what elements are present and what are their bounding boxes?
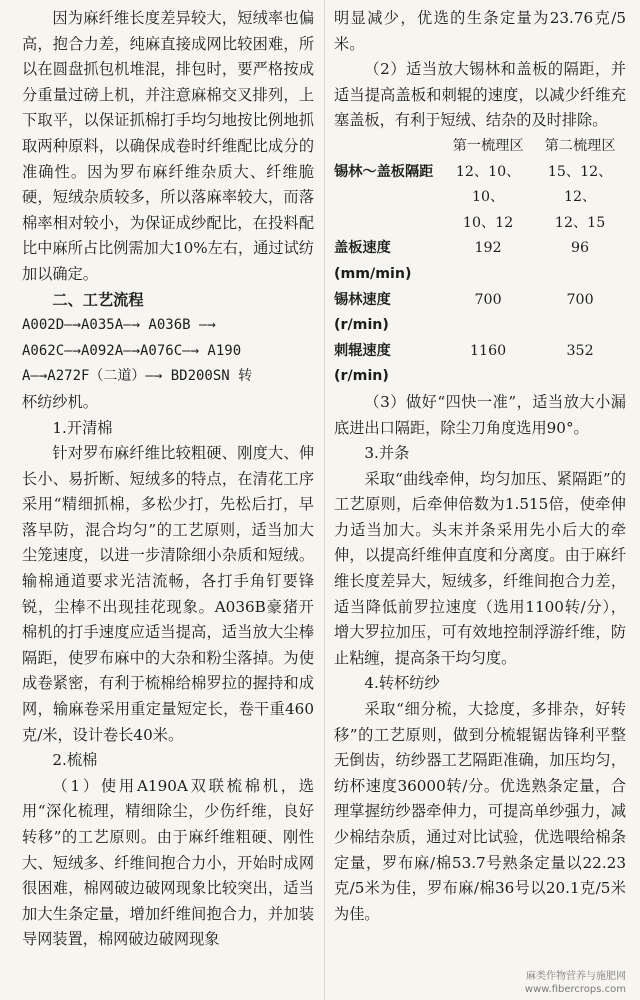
- cell-value: [442, 313, 534, 339]
- paragraph-fiber-blending: 因为麻纤维长度差异较大，短绒率也偏高，抱合力差，纯麻直接成网比较困难，所以在圆盘抓包机堆混，排包时，要严格按成分重量过磅上机，并注意麻棉交叉排列，上下取平，以保证抓棉打手均匀地按比例地抓取两种原料，以确保成卷时纤维配比成分的准确性。因为罗布麻纤维杂质大、纤维脆硬，短绒杂质较多，所以落麻率较大，而落棉率相对较小，为保证成纱配比，在投料配比中麻所占比例需加大10%左右，通过试纺加以确定。: [22, 9, 314, 283]
- row-label: (r/min): [334, 317, 389, 334]
- cell-value: 192: [474, 240, 502, 257]
- table-row: [334, 160, 626, 211]
- paragraph-drawing: 采取“曲线牵伸，均匀加压、紧隔距”的工艺原则，后牵伸倍数为1.515倍，使牵伸力适当加大。头末并条采用先小后大的牵伸，以提高纤维伸直度和分离度。由于麻纤维长度差异大，短绒多，纤维间抱合力差，适当降低前罗拉速度（选用1100转/分），增大罗拉加压，可有效地控制浮游纤维，防止粘缠，提高条干均匀度。: [334, 469, 626, 667]
- paragraph-opening-cleaning: 针对罗布麻纤维比较粗硬、刚度大、伸长小、易折断、短绒多的特点，在清花工序采用“精细抓棉，多松少打，先松后打，早落早防，混合均匀”的工艺原则，适当加大尘笼速度，以进一步清除细小杂质和短绒。输棉通道要求光洁流畅，各打手角钉要锋锐，尘棒不出现挂花现象。A036B豪猪开棉机的打手速度应适当提高，适当放大尘棒隔距，使罗布麻中的大杂和粉尘落掉。为使成卷紧密，有利于梳棉给棉罗拉的握持和成网，输麻卷采用重定量短定长，卷干重460克/米，设计卷长40米。: [22, 444, 314, 744]
- cell-value: 10、12: [462, 214, 514, 231]
- table-row: [334, 211, 626, 237]
- column-header: 第一梳理区: [452, 137, 524, 154]
- paragraph-rotor-spinning: 采取“细分梳，大捻度，多排杂，好转移”的工艺原则，做到分梳辊锯齿锋利平整无倒齿，纺纱器工艺隔距准确，加压均匀，纺杯速度36000转/分。优选熟条定量，合理掌握纺纱器牵伸力，可提高单纱强力，减少棉结杂质，通过对比试验，优选喂给棉条定量，罗布麻/棉53.7号熟条定量以22.23克/5米为佳，罗布麻/棉36号以20.1克/5米为佳。: [334, 700, 626, 923]
- cell-value: 1160: [470, 342, 507, 359]
- column-divider: [324, 0, 325, 1000]
- cell-value: [442, 262, 534, 288]
- cell-value: [534, 313, 626, 339]
- cell-value: 12、10、10、: [455, 163, 521, 206]
- paragraph-carding-3: （3）做好“四快一准”，适当放大小漏底进出口隔距，除尘刀角度选用90°。: [334, 392, 626, 437]
- cell-value: [534, 364, 626, 390]
- subsection-title-drawing: 3.并条: [364, 444, 410, 463]
- subsection-title-opening: 1.开清棉: [52, 418, 113, 437]
- flow-line: A062C—→A092A—→A076C—→ A190: [22, 342, 242, 359]
- subsection-title-carding: 2.梳棉: [52, 751, 98, 770]
- section-title-process-flow: 二、工艺流程: [52, 290, 144, 309]
- column-header: 第二梳理区: [544, 137, 616, 154]
- row-label: 锡林速度: [334, 291, 391, 308]
- paragraph-carding-continued: 明显减少，优选的生条定量为23.76克/5米。: [334, 9, 626, 53]
- watermark-url: www.fibercrops.com: [524, 984, 626, 995]
- subsection-title-rotor-spinning: 4.转杯纺纱: [364, 674, 440, 693]
- cell-value: 12、15: [554, 214, 606, 231]
- cell-value: 352: [566, 342, 594, 359]
- paragraph-carding-2: （2）适当放大锡林和盖板的隔距，并适当提高盖板和刺辊的速度，以减少纤维充塞盖板，有利于短绒、结杂的及时排除。: [334, 60, 626, 130]
- table-row: [334, 364, 626, 390]
- table-row: [334, 288, 626, 314]
- table-row: [334, 236, 626, 262]
- flow-line: A—→A272F（二道）—→ BD200SN 转: [22, 368, 253, 385]
- right-column: [334, 6, 626, 927]
- cell-value: 700: [474, 291, 502, 308]
- table-row: [334, 313, 626, 339]
- row-label: 刺辊速度: [334, 342, 391, 359]
- row-label: 锡林～盖板隔距: [334, 163, 434, 180]
- cell-value: [442, 364, 534, 390]
- row-label: (mm/min): [334, 265, 412, 282]
- cell-value: [534, 262, 626, 288]
- table-header-row: [334, 134, 626, 160]
- flow-tail: 杯纺纱机。: [22, 392, 98, 411]
- table-row: [334, 339, 626, 365]
- row-label: (r/min): [334, 368, 389, 385]
- row-label: 盖板速度: [334, 240, 391, 257]
- flow-line: A002D—→A035A—→ A036B —→: [22, 317, 216, 334]
- carding-parameters-table: [334, 134, 626, 390]
- process-flow: [22, 313, 314, 415]
- cell-value: 700: [566, 291, 594, 308]
- site-watermark: [525, 970, 626, 996]
- cell-value: 96: [571, 240, 590, 257]
- left-column: [22, 6, 314, 953]
- table-row: [334, 262, 626, 288]
- paragraph-carding-1: （1）使用A190A双联梳棉机，选用“深化梳理，精细除尘，少伤纤维，良好转移”的工艺原则。由于麻纤维粗硬、刚性大、短绒多、纤维间抱合力小，开始时成网很困难，棉网破边破网现象比较突出，适当加大生条定量，增加纤维间抱合力，并加装导网装置，棉网破边破网现象: [22, 776, 314, 949]
- watermark-title: 麻类作物营养与施肥网: [526, 971, 626, 982]
- cell-value: 15、12、12、: [547, 163, 613, 206]
- row-label: [334, 211, 442, 237]
